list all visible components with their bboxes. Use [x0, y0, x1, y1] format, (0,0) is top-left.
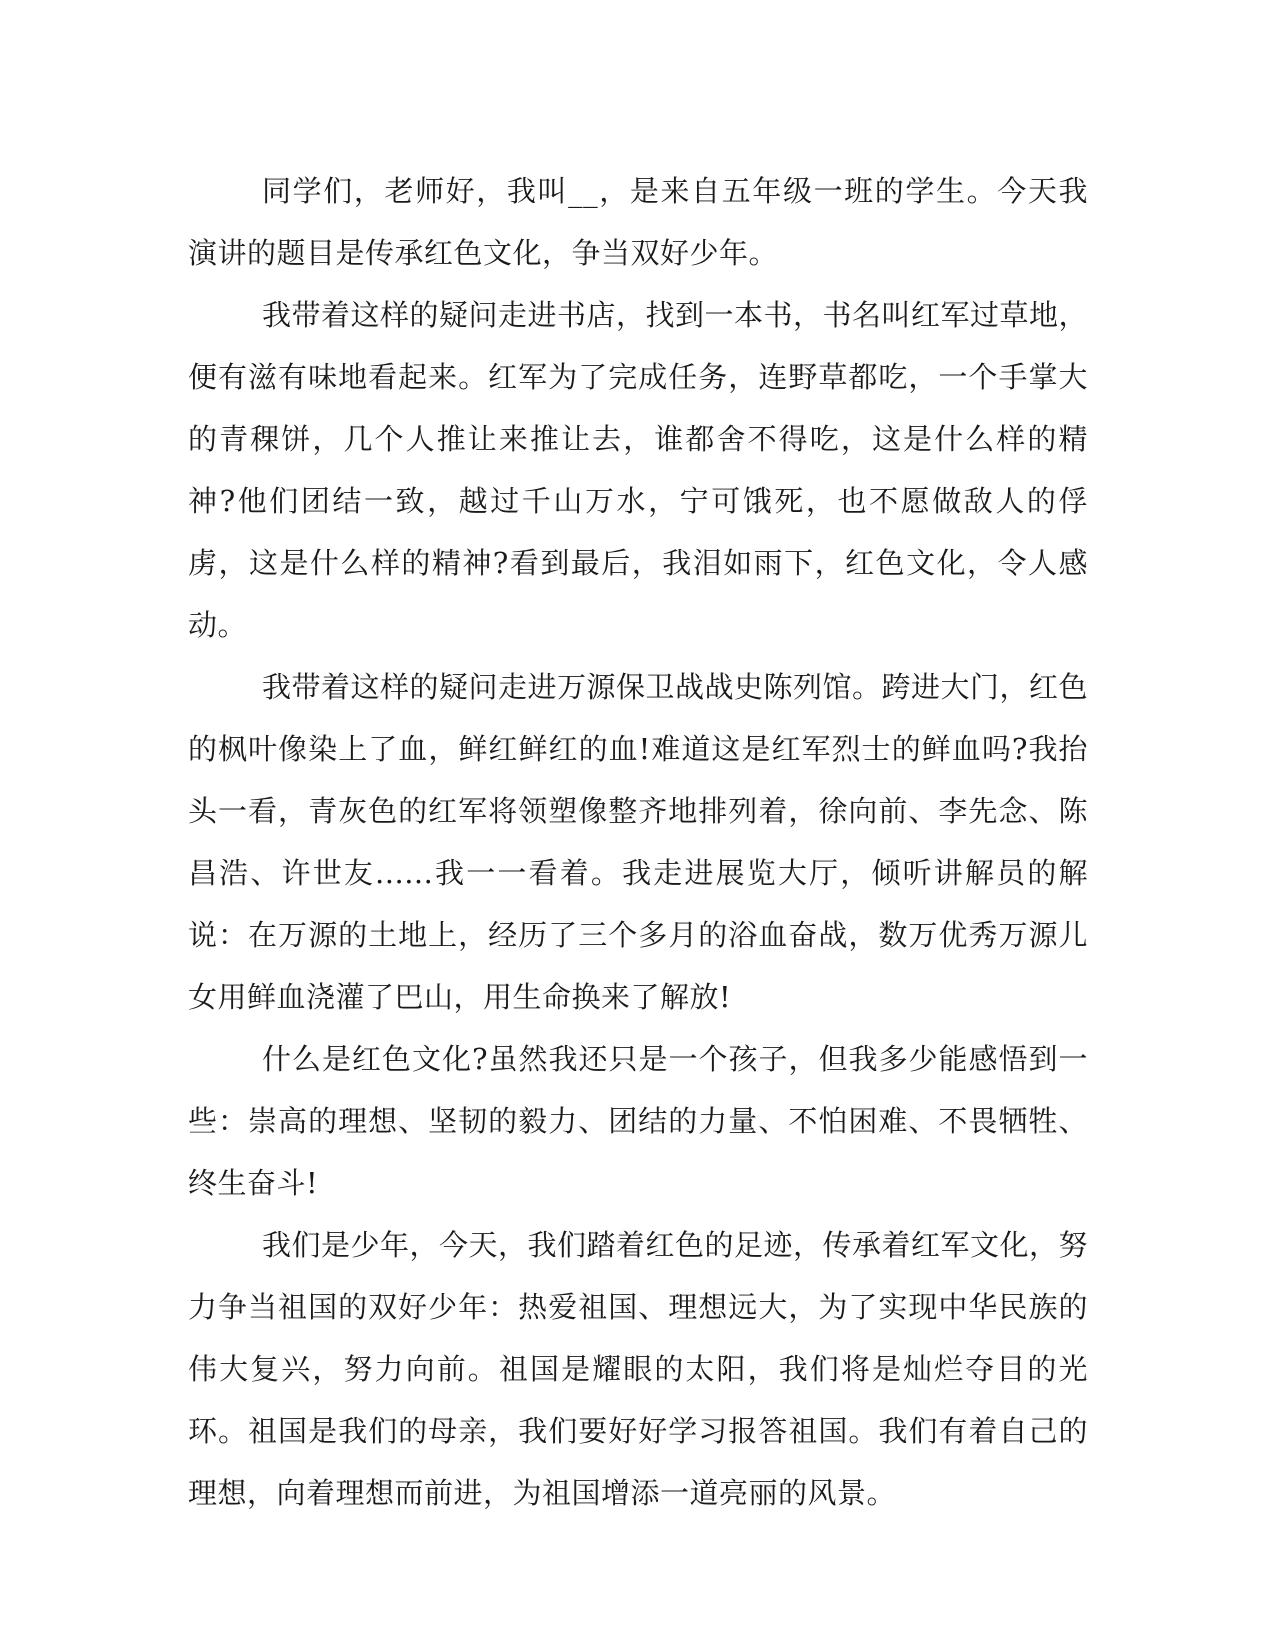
paragraph-red-culture: 什么是红色文化?虽然我还只是一个孩子，但我多少能感悟到一些：崇高的理想、坚韧的毅力、团结的力量、不怕困难、不畏牺牲、终生奋斗! [188, 1042, 1088, 1200]
paragraph-museum: 我带着这样的疑问走进万源保卫战战史陈列馆。跨进大门，红色的枫叶像染上了血，鲜红鲜红的血!难道这是红军烈士的鲜血吗?我抬头一看，青灰色的红军将领塑像整齐地排列着，徐向前、李先念、陈昌浩、许世友......我一一看着。我走进展览大厅，倾听讲解员的解说：在万源的土地上，经历了三个多月的浴血奋战，数万优秀万源儿女用鲜血浇灌了巴山，用生命换来了解放! [188, 670, 1089, 1014]
paragraph-conclusion: 我们是少年，今天，我们踏着红色的足迹，传承着红军文化，努力争当祖国的双好少年：热爱祖国、理想远大，为了实现中华民族的伟大复兴，努力向前。祖国是耀眼的太阳，我们将是灿烂夺目的光环。祖国是我们的母亲，我们要好好学习报答祖国。我们有着自己的理想，向着理想而前进，为祖国增添一道亮丽的风景。 [188, 1228, 1089, 1510]
document-body [188, 160, 1088, 1524]
paragraph-bookstore: 我带着这样的疑问走进书店，找到一本书，书名叫红军过草地，便有滋有味地看起来。红军为了完成任务，连野草都吃，一个手掌大的青稞饼，几个人推让来推让去，谁都舍不得吃，这是什么样的精神?他们团结一致，越过千山万水，宁可饿死，也不愿做敌人的俘虏，这是什么样的精神?看到最后，我泪如雨下，红色文化，令人感动。 [188, 298, 1089, 642]
paragraph-intro: 同学们，老师好，我叫__，是来自五年级一班的学生。今天我演讲的题目是传承红色文化，争当双好少年。 [188, 174, 1088, 270]
